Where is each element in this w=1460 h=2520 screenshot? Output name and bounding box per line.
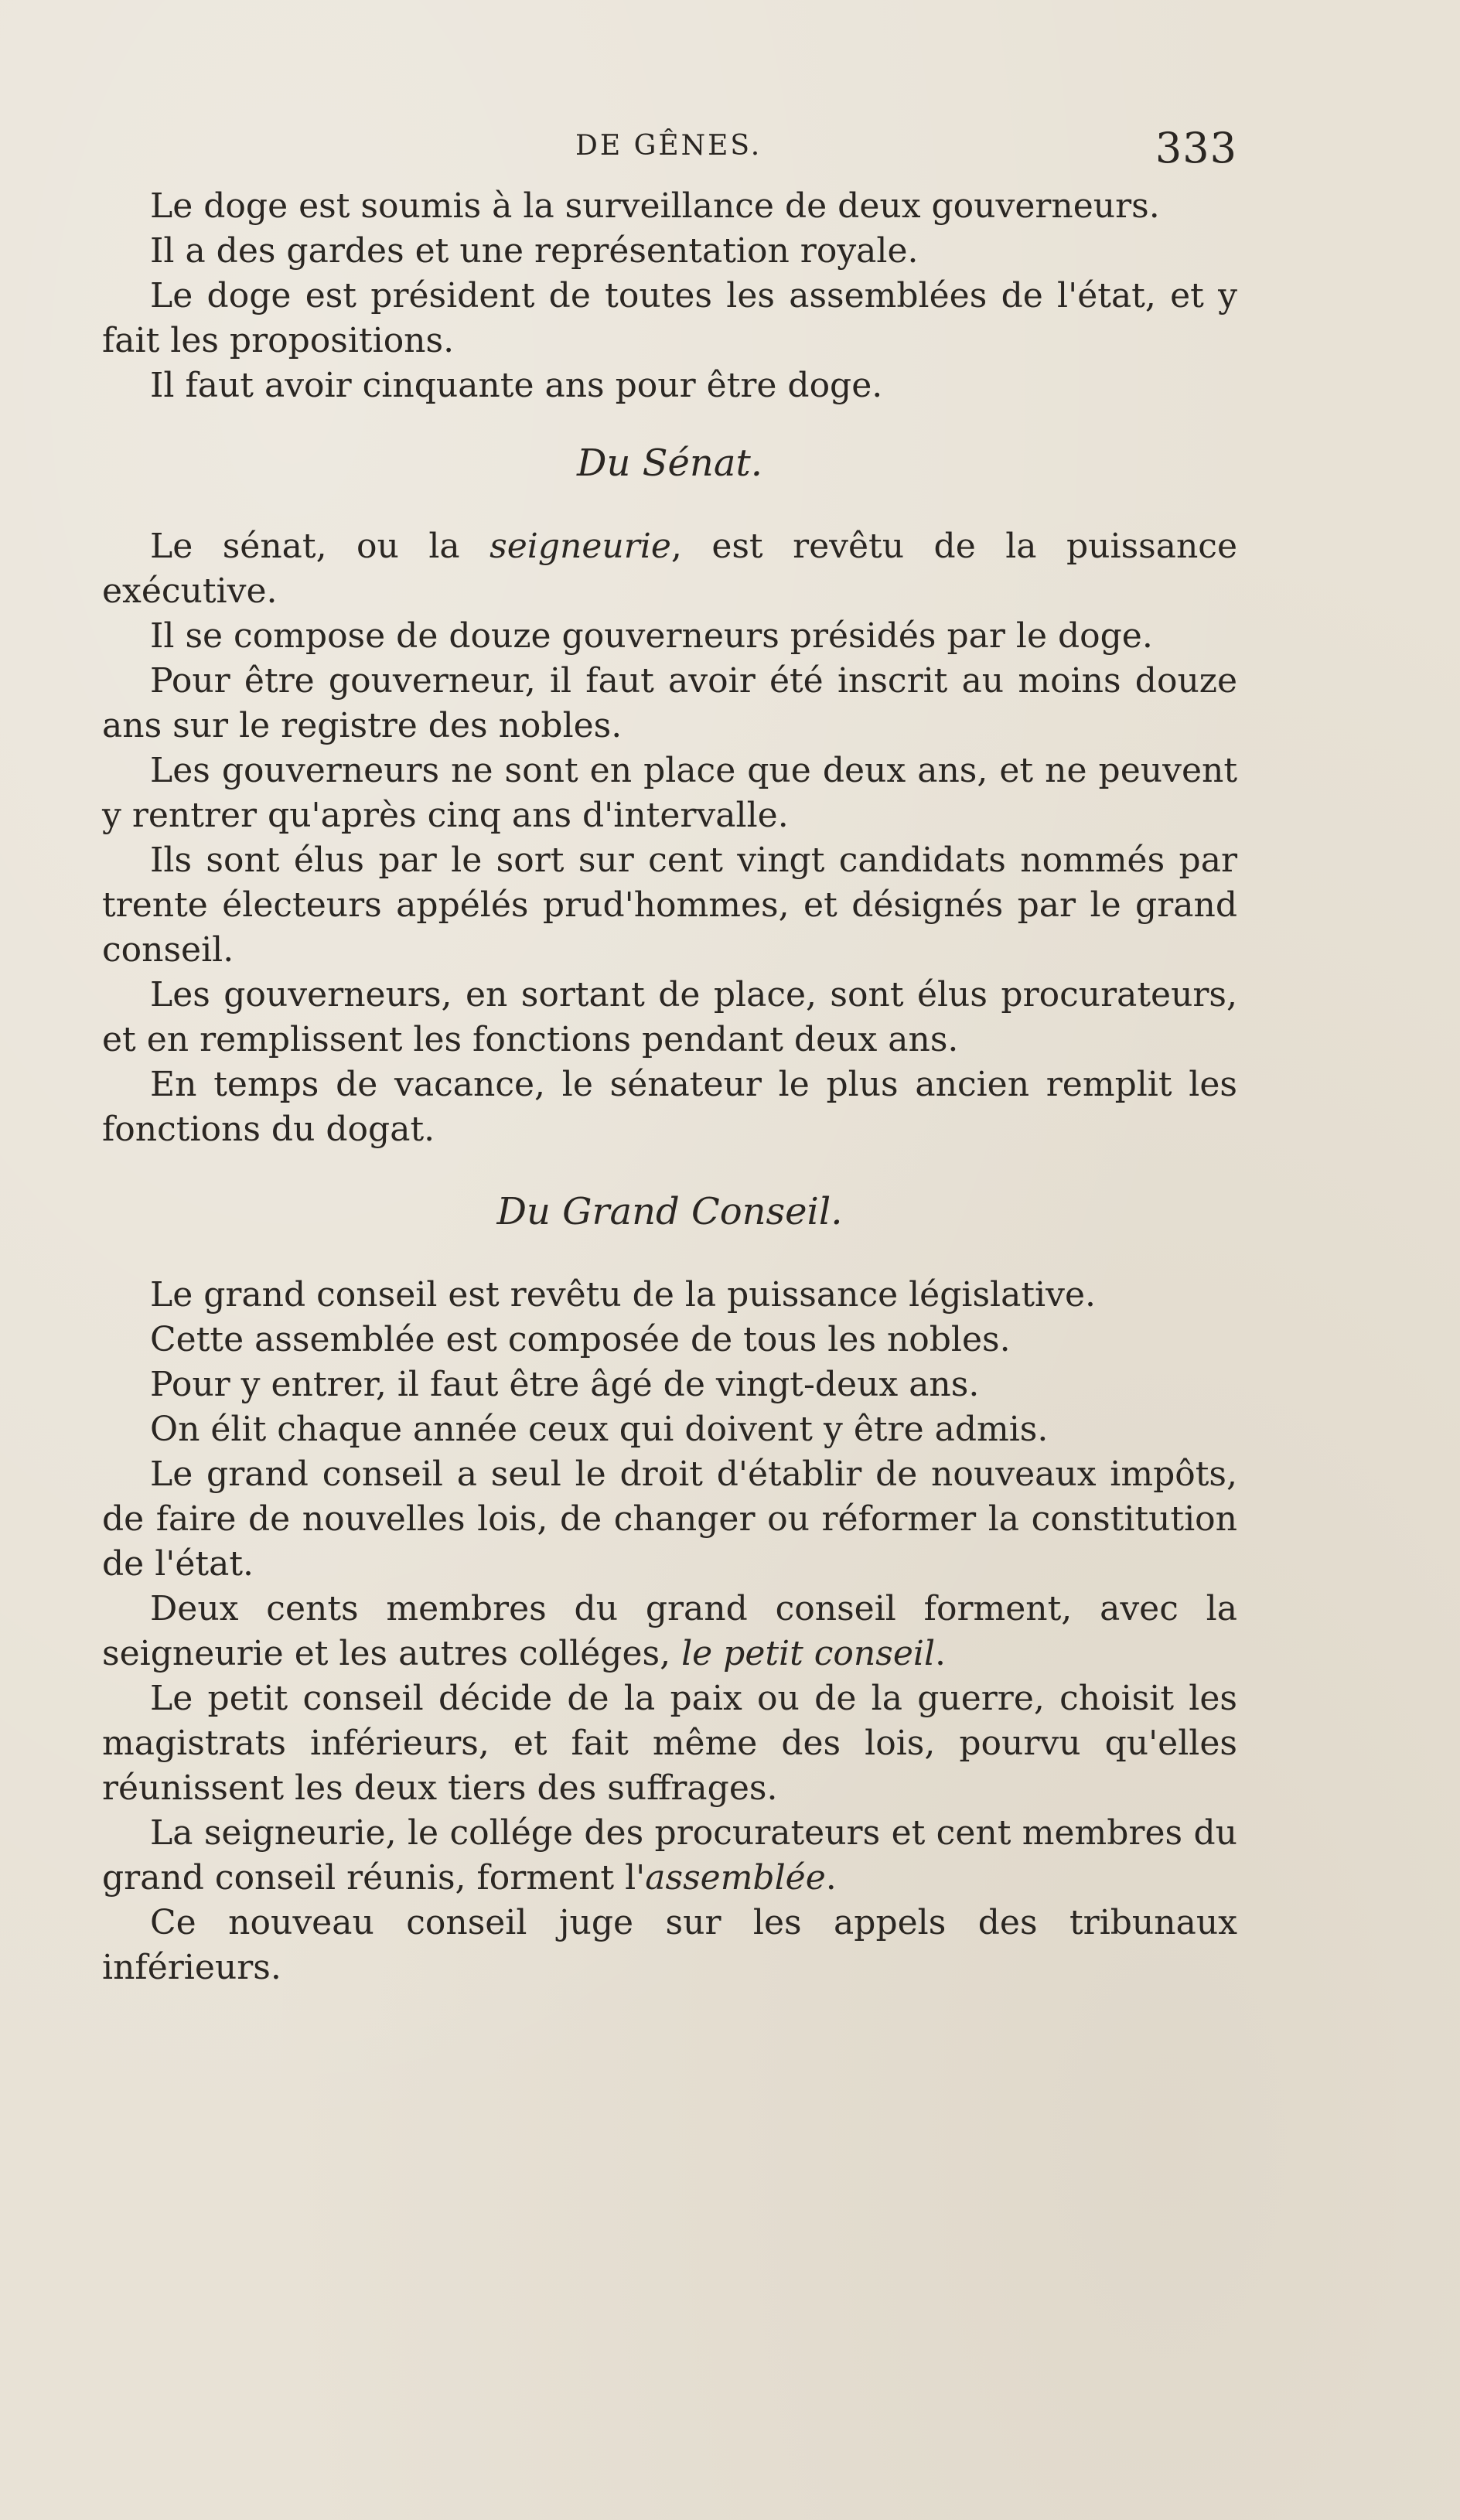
paragraph: Il a des gardes et une représentation royale. <box>150 231 919 271</box>
paragraph: En temps de vacance, le sénateur le plus ancien remplit les fonctions du dogat. <box>102 1065 1237 1149</box>
page-header <box>102 124 1237 186</box>
paragraph: Le doge est soumis à la surveillance de deux gouverneurs. <box>150 186 1160 226</box>
running-head: DE GÊNES. <box>575 130 762 162</box>
text-run: Deux cents membres du grand conseil forment, avec la seigneurie et les autres colléges, <box>102 1589 1237 1673</box>
paragraph: Il se compose de douze gouverneurs présidés par le doge. <box>150 616 1153 656</box>
text-run: Le sénat, ou la <box>150 527 490 566</box>
paragraph: Le grand conseil est revêtu de la puissance législative. <box>150 1275 1096 1315</box>
paragraph: Les gouverneurs, en sortant de place, sont élus procurateurs, et en remplissent les fonctions pendant deux ans. <box>102 975 1237 1059</box>
paragraph: Ils sont élus par le sort sur cent vingt candidats nommés par trente électeurs appélés prud'hommes, et désignés par le grand conseil. <box>102 841 1237 970</box>
paragraph: Il faut avoir cinquante ans pour être doge. <box>150 366 883 405</box>
text-run: . <box>935 1634 947 1673</box>
text-run: , est revêtu de la puissance exécutive. <box>102 527 1237 611</box>
page-body <box>102 184 1237 1990</box>
italic-term: le petit conseil <box>681 1634 936 1673</box>
italic-term: seigneurie <box>490 527 671 566</box>
paragraph <box>102 1587 1237 1676</box>
paragraph: On élit chaque année ceux qui doivent y être admis. <box>150 1410 1049 1449</box>
paragraph: Le doge est président de toutes les assemblées de l'état, et y fait les propositions. <box>102 276 1237 360</box>
italic-term: assemblée <box>645 1858 826 1898</box>
paragraph <box>102 524 1237 614</box>
section-heading-grand-conseil: Du Grand Conseil. <box>496 1190 843 1233</box>
paragraph: Pour être gouverneur, il faut avoir été inscrit au moins douze ans sur le registre des nobles. <box>102 661 1237 745</box>
paragraph: Le grand conseil a seul le droit d'établir de nouveaux impôts, de faire de nouvelles lois, de changer ou réformer la constitution de l'état. <box>102 1454 1237 1584</box>
paragraph: Pour y entrer, il faut être âgé de vingt-deux ans. <box>150 1365 980 1404</box>
paragraph: Cette assemblée est composée de tous les nobles. <box>150 1320 1011 1359</box>
paragraph: Ce nouveau conseil juge sur les appels des tribunaux inférieurs. <box>102 1903 1237 1987</box>
paragraph: Le petit conseil décide de la paix ou de la guerre, choisit les magistrats inférieurs, et fait même des lois, pourvu qu'elles réunissent les deux tiers des suffrages. <box>102 1679 1237 1808</box>
section-heading-senat: Du Sénat. <box>576 442 763 485</box>
paragraph: Les gouverneurs ne sont en place que deux ans, et ne peuvent y rentrer qu'après cinq ans d'intervalle. <box>102 751 1237 835</box>
text-run: La seigneurie, le collége des procurateurs et cent membres du grand conseil réunis, forment l' <box>102 1813 1237 1898</box>
paragraph <box>102 1811 1237 1901</box>
text-run: . <box>825 1858 837 1898</box>
page-number: 333 <box>1155 124 1237 172</box>
